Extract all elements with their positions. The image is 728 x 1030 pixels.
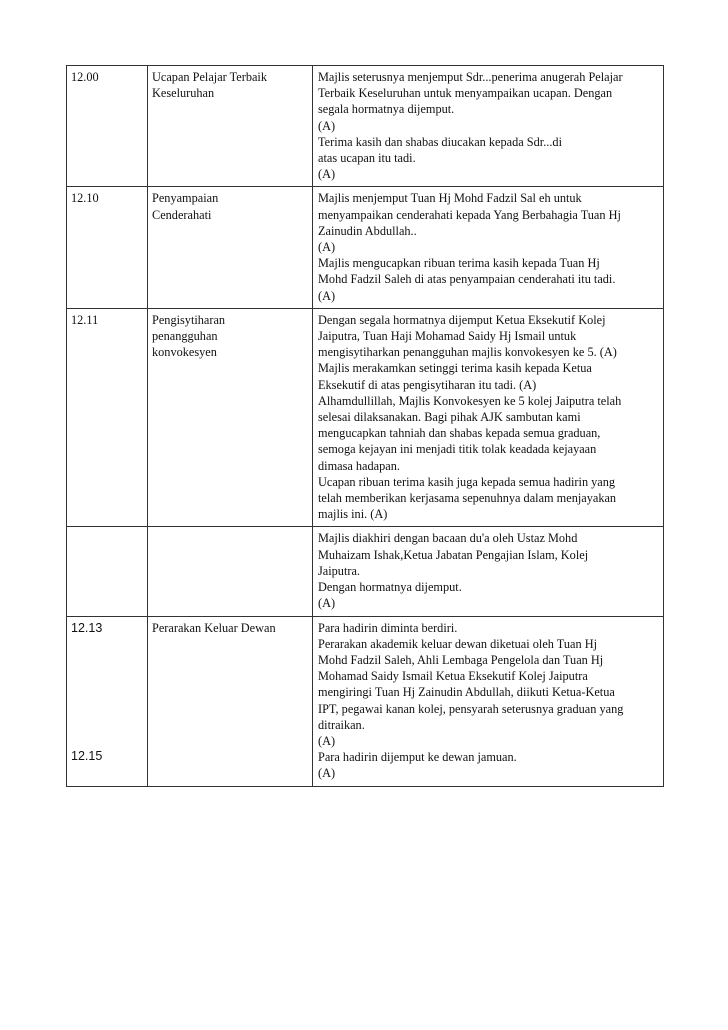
time-text: 12.13	[71, 620, 103, 635]
description-line: Para hadirin dijemput ke dewan jamuan.	[318, 750, 517, 765]
description-line: (A)	[318, 733, 336, 748]
table-row	[67, 308, 664, 527]
programme-table	[66, 65, 664, 787]
item-cell	[148, 616, 313, 786]
description-line: (A)	[318, 596, 336, 611]
item-cell	[148, 308, 313, 527]
description-line: Mohd Fadzil Saleh, Ahli Lembaga Pengelola dan Tuan Hj	[318, 652, 604, 667]
table-row	[67, 66, 664, 187]
description-line: ditraikan.	[318, 717, 365, 732]
table-row	[67, 527, 664, 616]
description-line: Jaiputra.	[318, 563, 361, 578]
description-cell	[313, 187, 664, 308]
time-spacer	[71, 636, 144, 748]
table-row	[67, 187, 664, 308]
description-line: IPT, pegawai kanan kolej, pensyarah seterusnya graduan yang	[318, 701, 624, 716]
description-cell	[313, 308, 664, 527]
description-line: Majlis mengucapkan ribuan terima kasih kepada Tuan Hj	[318, 256, 600, 271]
time-cell	[67, 527, 148, 616]
description-line: Terbaik Keseluruhan untuk menyampaikan ucapan. Dengan	[318, 86, 613, 101]
time-cell	[67, 187, 148, 308]
description-line: Zainudin Abdullah..	[318, 223, 417, 238]
description-line: menyampaikan cenderahati kepada Yang Berbahagia Tuan Hj	[318, 207, 621, 222]
time-text: 12.10	[71, 191, 99, 206]
description-line: selesai dilaksanakan. Bagi pihak AJK sambutan kami	[318, 410, 581, 425]
description-cell	[313, 66, 664, 187]
description-line: Ucapan ribuan terima kasih juga kepada semua hadirin yang	[318, 474, 616, 489]
description-line: dimasa hadapan.	[318, 458, 400, 473]
description-line: Para hadirin diminta berdiri.	[318, 620, 458, 635]
description-line: mengisytiharkan penangguhan majlis konvokesyen ke 5. (A)	[318, 345, 617, 360]
description-line: (A)	[318, 766, 336, 781]
description-line: Majlis merakamkan setinggi terima kasih kepada Ketua	[318, 361, 592, 376]
description-line: (A)	[318, 167, 336, 182]
item-line: Cenderahati	[152, 207, 212, 222]
description-cell	[313, 527, 664, 616]
time-cell	[67, 308, 148, 527]
table-row	[67, 616, 664, 786]
item-line: Pengisytiharan	[152, 312, 226, 327]
item-line: Perarakan Keluar Dewan	[152, 620, 276, 635]
description-line: semoga kejayan ini menjadi titik tolak keadada kejayaan	[318, 442, 597, 457]
description-line: majlis ini. (A)	[318, 507, 388, 522]
description-line: Dengan hormatnya dijemput.	[318, 580, 462, 595]
description-line: (A)	[318, 288, 336, 303]
description-line: Majlis menjemput Tuan Hj Mohd Fadzil Sal eh untuk	[318, 191, 582, 206]
description-line: segala hormatnya dijemput.	[318, 102, 455, 117]
item-line: Keseluruhan	[152, 86, 215, 101]
time-cell	[67, 616, 148, 786]
description-line: Jaiputra, Tuan Haji Mohamad Saidy Hj Ismail untuk	[318, 329, 577, 344]
description-cell	[313, 616, 664, 786]
item-line: penangguhan	[152, 329, 218, 344]
description-line: (A)	[318, 118, 336, 133]
description-line: Mohd Fadzil Saleh di atas penyampaian cenderahati itu tadi.	[318, 272, 616, 287]
item-cell	[148, 66, 313, 187]
description-line: mengucapkan tahniah dan shabas kepada semua graduan,	[318, 426, 601, 441]
description-line: Dengan segala hormatnya dijemput Ketua Eksekutif Kolej	[318, 312, 606, 327]
item-line: Ucapan Pelajar Terbaik	[152, 70, 267, 84]
description-line: (A)	[318, 240, 336, 255]
description-line: Perarakan akademik keluar dewan diketuai oleh Tuan Hj	[318, 636, 597, 651]
description-line: telah memberikan kerjasama sepenuhnya dalam menjayakan	[318, 491, 617, 506]
item-cell	[148, 527, 313, 616]
description-line: Alhamdullillah, Majlis Konvokesyen ke 5 kolej Jaiputra telah	[318, 393, 622, 408]
description-line: mengiringi Tuan Hj Zainudin Abdullah, diikuti Ketua-Ketua	[318, 685, 615, 700]
description-line: Majlis seterusnya menjemput Sdr...penerima anugerah Pelajar	[318, 70, 623, 84]
time-cell	[67, 66, 148, 187]
description-line: Eksekutif di atas pengisytiharan itu tadi. (A)	[318, 377, 537, 392]
description-line: Majlis diakhiri dengan bacaan du'a oleh Ustaz Mohd	[318, 531, 578, 546]
item-line: konvokesyen	[152, 345, 217, 360]
description-line: Muhaizam Ishak,Ketua Jabatan Pengajian Islam, Kolej	[318, 547, 589, 562]
item-line: Penyampaian	[152, 191, 219, 206]
time-text: 12.11	[71, 312, 99, 327]
description-line: atas ucapan itu tadi.	[318, 151, 416, 166]
time-text: 12.00	[71, 70, 99, 84]
item-cell	[148, 187, 313, 308]
description-line: Mohamad Saidy Ismail Ketua Eksekutif Kolej Jaiputra	[318, 669, 588, 684]
description-line: Terima kasih dan shabas diucakan kepada Sdr...di	[318, 134, 562, 149]
time-text: 12.15	[71, 748, 103, 763]
